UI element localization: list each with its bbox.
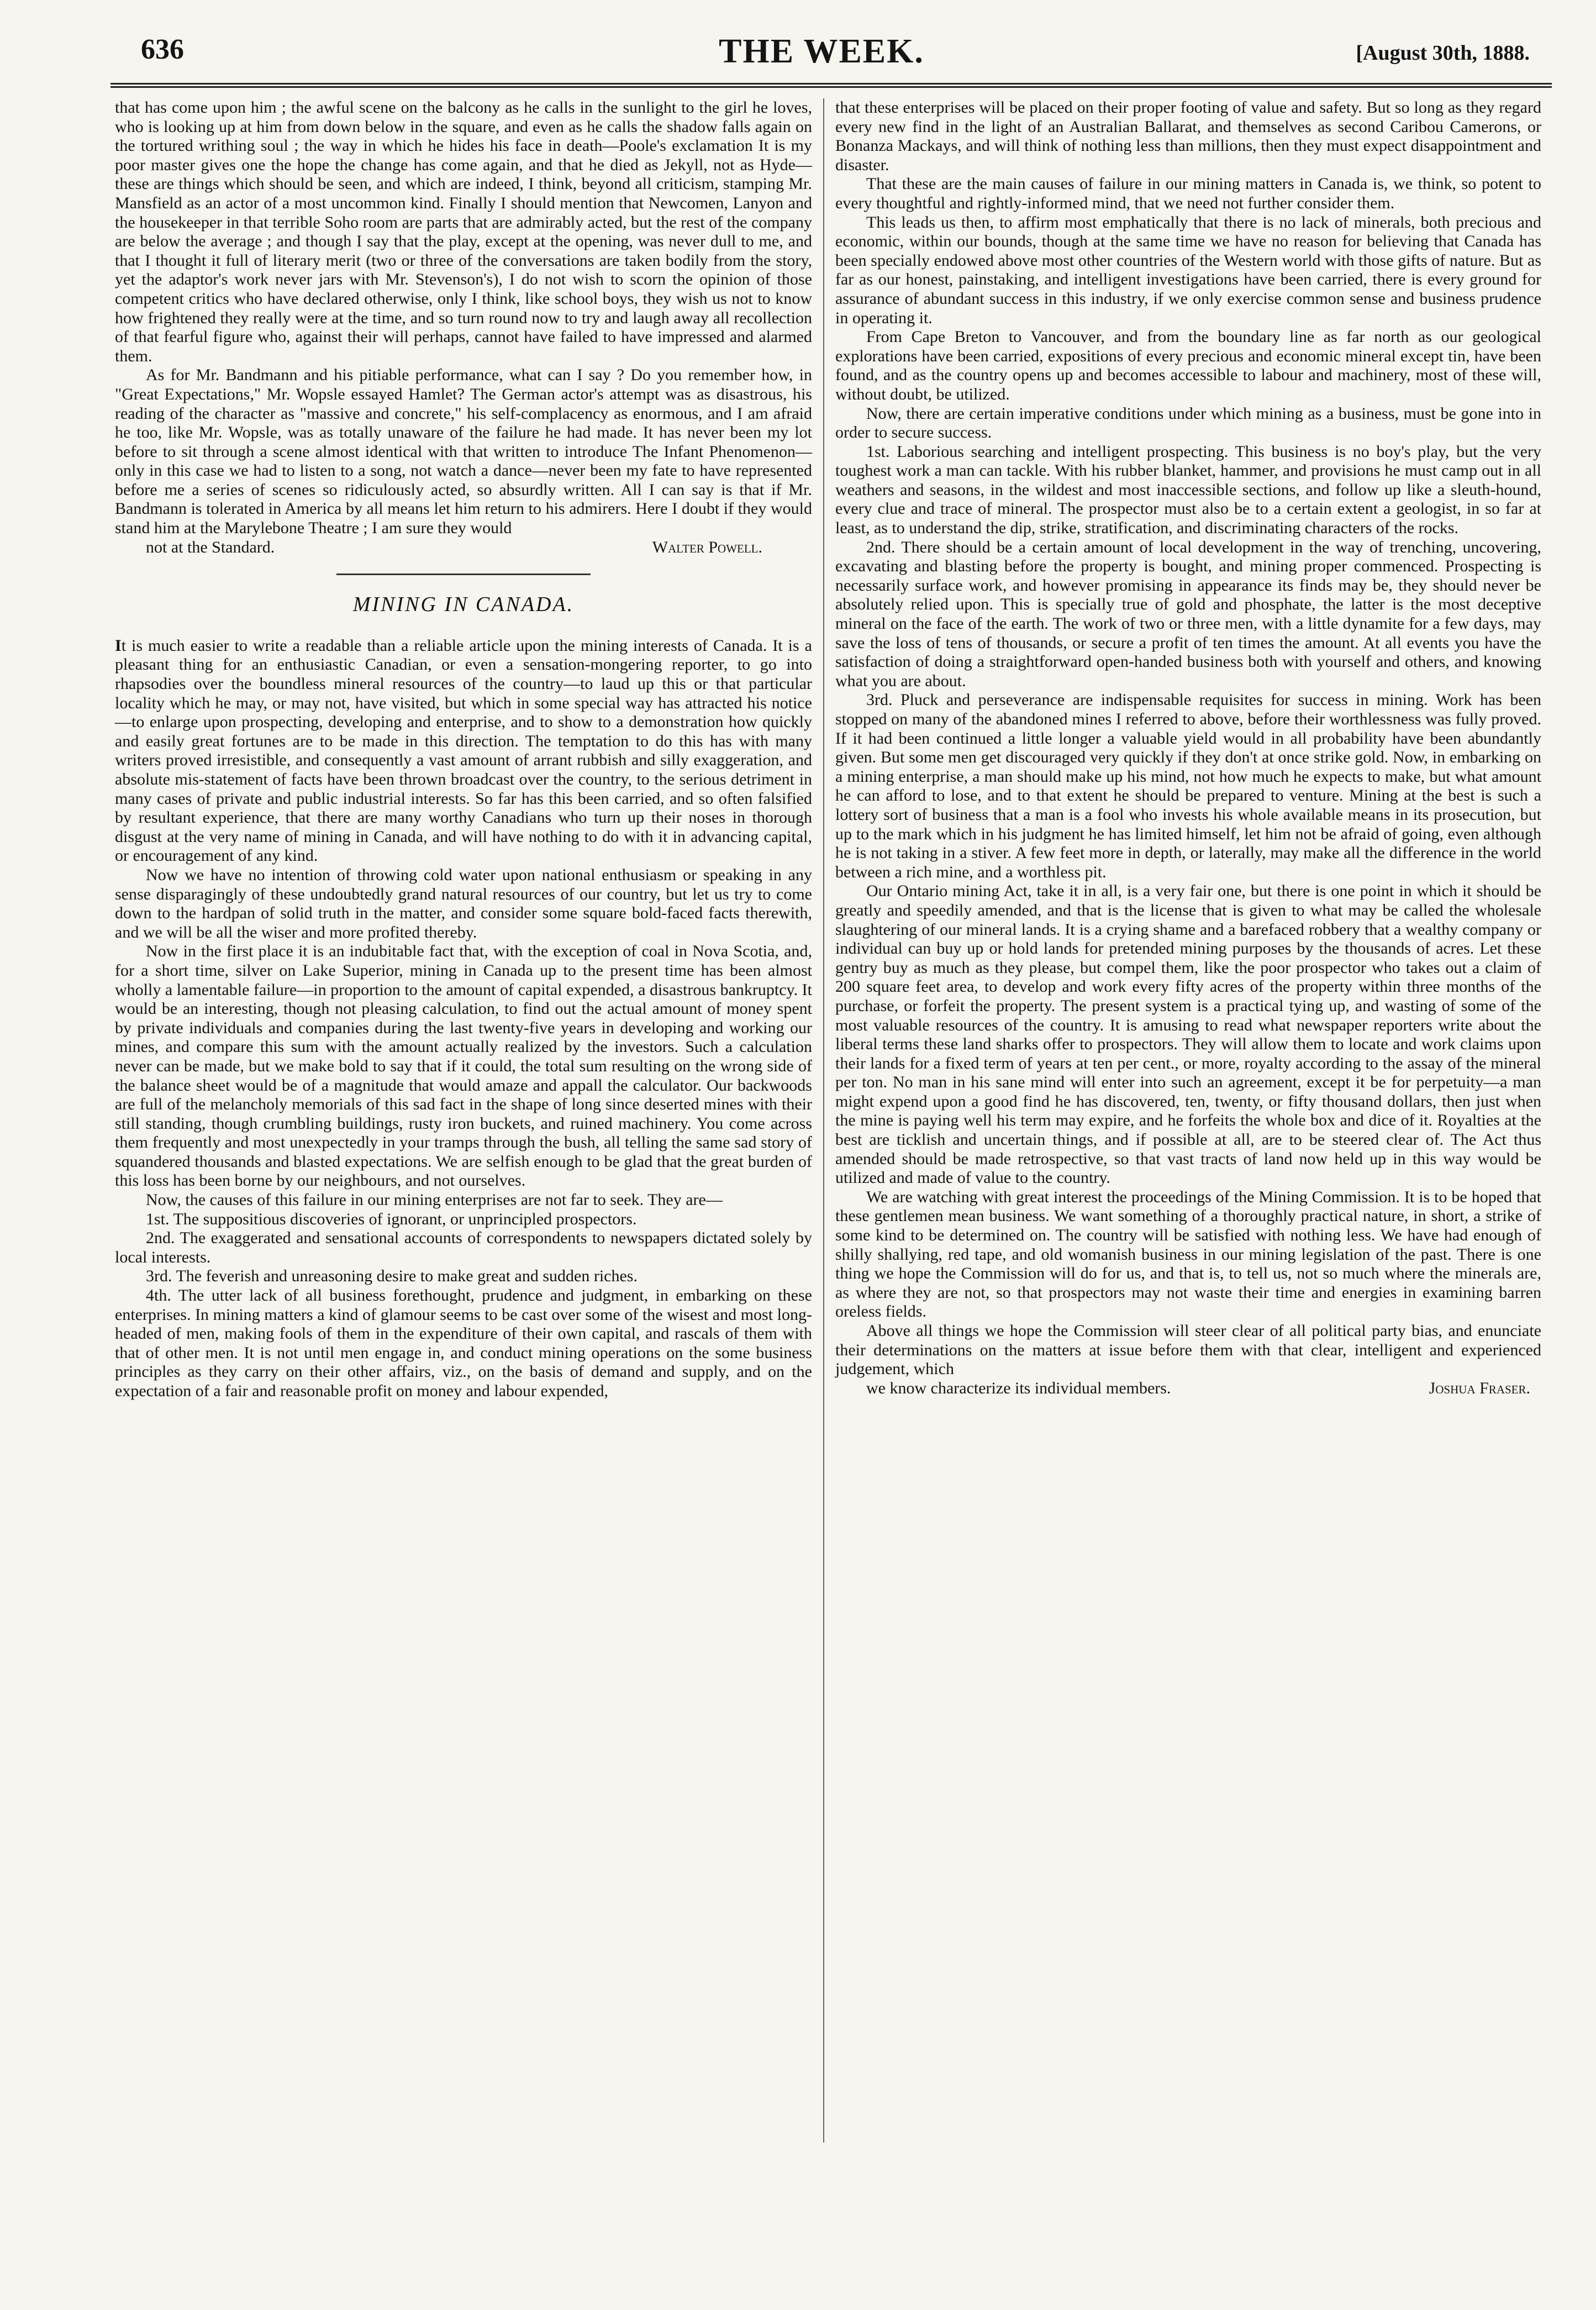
column-divider bbox=[823, 98, 824, 2143]
article-paragraph: It is much easier to write a readable than a reliable article upon the mining interests of Canada. It is a pleasant thing for an enthusiastic Canadian, or even a sensation-mongering reporter, to go into rhapsodies over the boundless mineral resources of the country—to laud up this or that particular locality which he may, or may not, have visited, but which in some special way has attracted his notice—to enlarge upon prospecting, developing and enterprise, and to show to a demonstration how quickly and easily great fortunes are to be made in this direction. The temptation to do this has with many writers proved irresistible, and consequently a vast amount of arrant rubbish and silly exaggeration, and absolute mis-statement of facts have been thrown broadcast over the country, to the serious detriment in many cases of private and public industrial interests. So far has this been carried, and so often falsified by resultant experience, that there are many worthy Canadians who turn up their noses in thorough disgust at the very name of mining in Canada, and will have nothing to do with it in advancing capital, or encouragement of any kind. bbox=[115, 636, 812, 865]
left-column bbox=[115, 98, 812, 1401]
review-paragraph: that has come upon him ; the awful scene on the balcony as he calls in the sunlight to the girl he loves, who is looking up at him from down below in the square, and even as he calls the shadow falls again on the tortured writhing soul ; the way in which he hides his face in death—Poole's exclamation It is my poor master gives one the hope the change has come again, and that he died as Jekyll, not as Hyde—these are things which should be seen, and which are indeed, I think, beyond all criticism, stamping Mr. Mansfield as an actor of a most uncommon kind. Finally I should mention that Newcomen, Lanyon and the housekeeper in that terrible Soho room are parts that are admirably acted, but the rest of the company are below the average ; and though I say that the play, except at the opening, was never dull to me, and that I thought it full of literary merit (two or three of the conversations are taken bodily from the story, yet the adaptor's work never jars with Mr. Stevenson's), I do not wish to scorn the opinion of those competent critics who have declared otherwise, only I think, like school boys, they wish us not to know how frightened they really were at the time, and so turn round now to try and laugh away all recollection of that fearful figure who, against their will perhaps, cannot have failed to have impressed and alarmed them. bbox=[115, 98, 812, 365]
article-paragraph: This leads us then, to affirm most emphatically that there is no lack of minerals, both precious and economic, within our bounds, though at the same time we have no reason for believing that Canada has been specially endowed above most other countries of the Western world with those gifts of nature. But as far as our honest, painstaking, and intelligent investigations have been carried, there is every ground for assurance of abundant success in this industry, if we only exercise common sense and business prudence in operating it. bbox=[835, 213, 1541, 327]
article-last-line: we know characterize its individual members. bbox=[866, 1378, 1171, 1397]
cause-item: 3rd. The feverish and unreasoning desire to make great and sudden riches. bbox=[146, 1267, 638, 1286]
review-last-line: not at the Standard. bbox=[146, 538, 275, 556]
review-signature bbox=[115, 538, 812, 557]
review-paragraph: As for Mr. Bandmann and his pitiable performance, what can I say ? Do you remember how, in "Great Expectations," Mr. Wopsle essayed Hamlet? The German actor's attempt was as disastrous, his reading of the character as "massive and concrete," his self-complacency as enormous, and I am afraid he too, like Mr. Wopsle, was as totally unaware of the failure he had made. It has never been my lot before to sit through a scene almost identical with that written to introduce The Infant Phenomenon—only in this case we had to listen to a song, not watch a dance—never been my fate to have represented before me a series of scenes so ridiculously acted, so absurdly written. All I can say is that if Mr. Bandmann is tolerated in America by all means let him return to his admirers. Here I doubt if they would stand him at the Marylebone Theatre ; I am sure they would bbox=[115, 366, 812, 538]
right-column bbox=[835, 98, 1541, 1398]
article-title: MINING IN CANADA. bbox=[352, 593, 575, 617]
article-paragraph: Now, the causes of this failure in our mining enterprises are not far to seek. They are— bbox=[146, 1191, 723, 1209]
article-signature bbox=[835, 1379, 1541, 1398]
article-paragraph: We are watching with great interest the proceedings of the Mining Commission. It is to be hoped that these gentlemen mean business. We want something of a thoroughly practical nature, in short, a strike of some kind to be determined on. The country will be satisfied with nothing less. We have had enough of shilly shallying, red tape, and old womanish business in our mining legislation of the past. There is one thing we hope the Commission will do for us, and that is, to tell us, not so much where the minerals are, as where they are not, so that prospectors may not waste their time and energies in examining barren oreless fields. bbox=[835, 1187, 1541, 1321]
article-paragraph: Now in the first place it is an indubitable fact that, with the exception of coal in Nova Scotia, and, for a short time, silver on Lake Superior, mining in Canada up to the present time has been almost wholly a lamentable failure—in proportion to the amount of capital expended, a disastrous bankruptcy. It would be an interesting, though not pleasing calculation, to find out the actual amount of money spent by private individuals and companies during the last twenty-five years in developing and working our mines, and compare this sum with the amount actually realized by the investors. Such a calculation never can be made, but we make bold to say that if it could, the total sum resulting on the wrong side of the balance sheet would be of a magnitude that would amaze and appall the calculator. Our backwoods are full of the melancholy memorials of this sad fact in the shape of long since deserted mines with their still standing, though crumbling buildings, rusty iron buckets, and ruined machinery. You come across them frequently and most unexpectedly in your tramps through the bush, all telling the same sad story of squandered thousands and blasted expectations. We are selfish enough to be glad that the great burden of this loss has been borne by our neighbours, and not ourselves. bbox=[115, 942, 812, 1190]
page-number: 636 bbox=[141, 34, 184, 65]
article-author: Joshua Fraser. bbox=[1429, 1378, 1530, 1397]
review-author: Walter Powell. bbox=[652, 538, 762, 556]
cause-item: 2nd. The exaggerated and sensational accounts of correspondents to newspapers dictated solely by local interests. bbox=[115, 1229, 812, 1266]
condition-item: 2nd. There should be a certain amount of local development in the way of trenching, uncovering, excavating and blasting before the property is bought, and mining proper commenced. Prospecting is necessarily surface work, and however promising in appearance its finds may be, they should never be absolutely relied upon. This is specially true of gold and phosphate, the latter is the most deceptive mineral on the face of the earth. The work of two or three men, with a little dynamite for a few days, may save the loss of tens of thousands, or secure a profit of ten times the amount. At all events you have the satisfaction of doing a straightforward open-handed business both with yourself and others, and knowing what you are about. bbox=[835, 538, 1541, 690]
article-paragraph: Now, there are certain imperative conditions under which mining as a business, must be gone into in order to secure success. bbox=[835, 404, 1541, 442]
article-paragraph: Our Ontario mining Act, take it in all, is a very fair one, but there is one point in which it should be greatly and speedily amended, and that is the license that is given to what may be called the wholesale slaughtering of our mineral lands. It is a crying shame and a barefaced robbery that a wealthy company or individual can buy up or hold lands for pretended mining purposes by the thousands of acres. Let these gentry buy as much as they please, but compel them, like the poor prospector who takes out a claim of 200 square feet area, to develop and work every fifty acres of the property within three months of the purchase, or forfeit the property. The present system is a practical tying up, and wasting of some of the most valuable resources of the country. It is amusing to read what newspaper reporters write about the liberal terms these land sharks offer to prospectors. They will allow them to locate and work claims upon their lands for a fixed term of years at ten per cent., or more, royalty according to the assay of the mineral per ton. No man in his sane mind will enter into such an agreement, except it be for perpetuity—a man might expend upon a good find he has discovered, ten, twenty, or fifty thousand dollars, then just when the mine is paying well his term may expire, and he forfeits the whole box and dice of it. Royalties at the best are ticklish and uncertain things, and if possible at all, are to be steered clear of. The Act thus amended should be made retrospective, so that vast tracts of land now held up in this way would be utilized and made of value to the country. bbox=[835, 882, 1541, 1187]
article-paragraph: From Cape Breton to Vancouver, and from the boundary line as far north as our geological explorations have been carried, expositions of every precious and economic mineral except tin, have been found, and as the country opens up and becomes accessible to labour and machinery, most of these will, without doubt, be utilized. bbox=[835, 328, 1541, 403]
page-header bbox=[113, 22, 1530, 83]
cause-item: 1st. The suppositious discoveries of ignorant, or unprincipled prospectors. bbox=[146, 1209, 637, 1228]
issue-date: [August 30th, 1888. bbox=[1356, 41, 1530, 65]
header-rule bbox=[110, 83, 1552, 88]
article-paragraph: Now we have no intention of throwing cold water upon national enthusiasm or speaking in any sense disparagingly of these undoubtedly grand natural resources of our country, but let us try to come down to the hardpan of solid truth in the matter, and consider some square bold-faced facts therewith, and we will be all the wiser and more profited thereby. bbox=[115, 865, 812, 941]
publication-title: THE WEEK. bbox=[719, 33, 924, 70]
condition-item: 3rd. Pluck and perseverance are indispensable requisites for success in mining. Work has been stopped on many of the abandoned mines I referred to above, before their worthlessness was fully proved. If it had been continued a little longer a valuable yield would in all probability have been abundantly given. But some men get discouraged very quickly if they don't at once strike gold. Now, in embarking on a mining enterprise, a man should make up his mind, not how much he expects to make, but what amount he can afford to lose, and to that extent he should be prepared to venture. Mining at the best is such a lottery sort of business that a man is a fool who invests his whole available means in its prosecution, but up to the mark which in his judgment he has limited himself, let him not be afraid of going, even although he is not taking in a stiver. A few feet more in depth, or laterally, may make all the difference in the world between a rich mine, and a worthless pit. bbox=[835, 691, 1541, 881]
section-divider bbox=[336, 573, 591, 575]
article-paragraph: Above all things we hope the Commission will steer clear of all political party bias, and enunciate their determinations on the matters at issue before them with that clear, intelligent and experienced judgement, which bbox=[835, 1322, 1541, 1378]
cause-item: 4th. The utter lack of all business forethought, prudence and judgment, in embarking on these enterprises. In mining matters a kind of glamour seems to be cast over some of the wisest and most long-headed of men, making fools of them in the expenditure of their own capital, and rascals of them with that of other men. It is not until men engage in, and conduct mining operations on the some business principles as they carry on their other affairs, viz., on the basis of demand and supply, and on the expectation of a fair and reasonable profit on money and labour expended, bbox=[115, 1286, 812, 1400]
article-paragraph: That these are the main causes of failure in our mining matters in Canada is, we think, so potent to every thoughtful and rightly-informed mind, that we need not further consider them. bbox=[835, 175, 1541, 212]
article-paragraph: that these enterprises will be placed on their proper footing of value and safety. But so long as they regard every new find in the light of an Australian Ballarat, and themselves as second Caribou Camerons, or Bonanza Mackays, and will think of nothing less than millions, then they must expect disappointment and disaster. bbox=[835, 98, 1541, 174]
condition-item: 1st. Laborious searching and intelligent prospecting. This business is no boy's play, but the very toughest work a man can tackle. With his rubber blanket, hammer, and provisions he must camp out in all weathers and seasons, in the wildest and most inaccessible sections, and follow up like a sleuth-hound, every clue and trace of mineral. The prospector must also be to a certain extent a geologist, in so far at least, as to understand the dip, strike, stratification, and discriminating characters of the rocks. bbox=[835, 442, 1541, 538]
